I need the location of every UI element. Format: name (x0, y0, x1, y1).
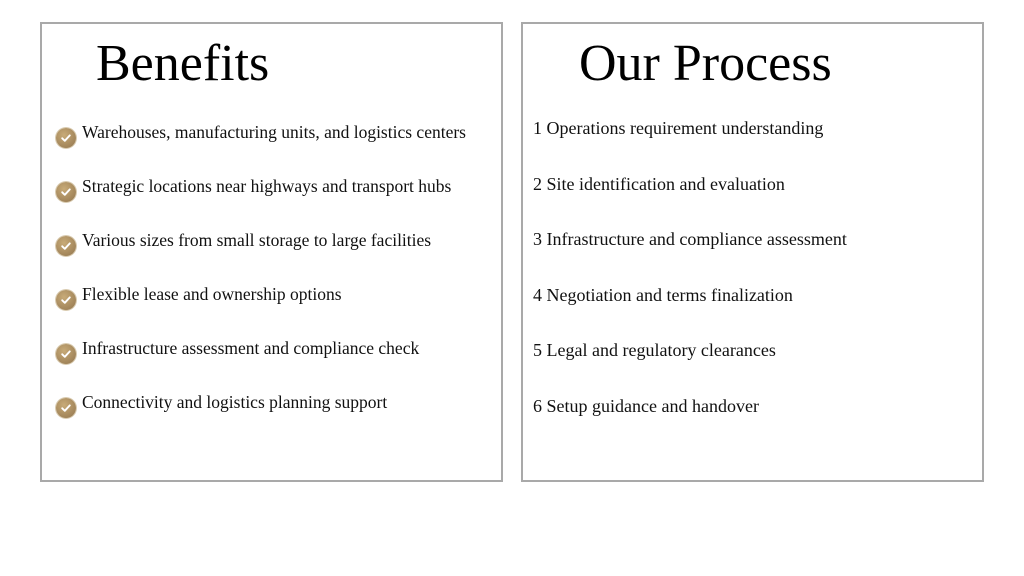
benefits-list (56, 108, 466, 432)
process-title: Our Process (579, 35, 832, 92)
process-step: 1 Operations requirement understanding (533, 118, 824, 138)
benefit-text: Various sizes from small storage to large facilities (82, 230, 432, 250)
list-item (56, 216, 466, 270)
check-circle-icon (56, 128, 76, 148)
benefit-text: Connectivity and logistics planning support (82, 392, 388, 412)
list-item (56, 108, 466, 162)
benefit-text: Infrastructure assessment and compliance check (82, 338, 420, 358)
benefit-text: Flexible lease and ownership options (82, 284, 342, 304)
check-circle-icon (56, 182, 76, 202)
benefit-text: Warehouses, manufacturing units, and logistics centers (82, 122, 466, 142)
list-item (56, 378, 466, 432)
benefits-title: Benefits (96, 35, 270, 92)
process-panel (521, 22, 984, 482)
process-steps-list (533, 116, 847, 449)
process-step: 2 Site identification and evaluation (533, 173, 785, 194)
benefit-text: Strategic locations near highways and transport hubs (82, 176, 452, 196)
process-step: 4 Negotiation and terms finalization (533, 284, 793, 305)
list-item (56, 270, 466, 324)
process-step: 3 Infrastructure and compliance assessment (533, 229, 847, 249)
check-circle-icon (56, 236, 76, 256)
list-item (56, 162, 466, 216)
benefits-panel (40, 22, 503, 482)
check-circle-icon (56, 344, 76, 364)
process-step: 6 Setup guidance and handover (533, 395, 759, 416)
check-circle-icon (56, 398, 76, 418)
process-step: 5 Legal and regulatory clearances (533, 340, 776, 360)
list-item (56, 324, 466, 378)
check-circle-icon (56, 290, 76, 310)
